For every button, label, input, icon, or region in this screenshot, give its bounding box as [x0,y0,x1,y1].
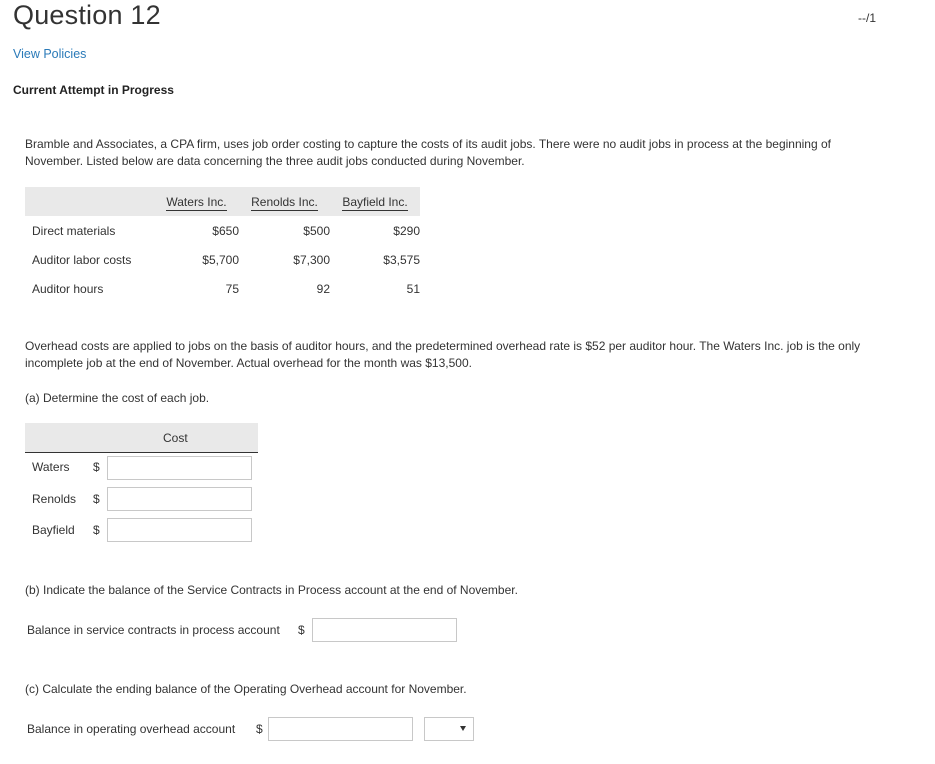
currency-symbol: $ [93,460,100,474]
table-header-waters: Waters Inc. [154,187,239,216]
cell-value: $5,700 [202,252,239,267]
view-policies-link[interactable]: View Policies [13,47,87,61]
problem-intro: Bramble and Associates, a CPA firm, uses job order costing to capture the costs of its audit jobs. There were no audit jobs in process at the beginning of November. Listed below are data concerning the three audit jobs conducted during November. [25,137,831,168]
renolds-cost-input[interactable] [107,487,252,511]
service-contracts-balance-input[interactable] [312,618,457,642]
row-label: Auditor hours [32,281,104,296]
dropdown-caret-icon [460,726,466,731]
score-indicator: --/1 [858,11,876,25]
row-label: Direct materials [32,223,116,238]
table-header-bayfield: Bayfield Inc. [330,187,420,216]
bayfield-cost-input[interactable] [107,518,252,542]
table-header-blank [25,187,154,216]
overhead-text: Overhead costs are applied to jobs on the basis of auditor hours, and the predetermined overhead rate is $52 per auditor hour. The Waters Inc. job is the only incomplete job at the end of November. Actual overhead for the month was $13,500. [25,339,861,370]
operating-overhead-label: Balance in operating overhead account [27,722,236,736]
operating-overhead-balance-input[interactable] [268,717,413,741]
audit-jobs-table [25,187,420,303]
cell-value: 51 [406,281,420,296]
table-row [25,216,420,245]
table-row [25,274,420,303]
cell-value: $650 [212,223,239,238]
cell-value: $7,300 [293,252,330,267]
part-c-prompt: (c) Calculate the ending balance of the Operating Overhead account for November. [25,682,467,696]
cell-value: $3,575 [383,252,420,267]
service-contracts-label: Balance in service contracts in process account [27,623,280,637]
part-a-prompt: (a) Determine the cost of each job. [25,391,210,405]
cost-column-header [25,423,258,453]
table-row [25,245,420,274]
attempt-status: Current Attempt in Progress [13,83,174,97]
part-b-prompt: (b) Indicate the balance of the Service Contracts in Process account at the end of November. [25,583,518,597]
cost-header-label: Cost [163,431,188,445]
table-header-renolds: Renolds Inc. [239,187,330,216]
currency-symbol: $ [93,492,100,506]
question-title: Question 12 [13,0,161,30]
currency-symbol: $ [298,623,305,637]
bayfield-label: Bayfield [32,523,75,537]
renolds-label: Renolds [32,492,77,506]
cell-value: $290 [393,223,420,238]
waters-label: Waters [32,460,70,474]
cell-value: 75 [225,281,239,296]
cell-value: $500 [303,223,330,238]
currency-symbol: $ [256,722,263,736]
table-header-row [25,187,420,216]
cell-value: 92 [316,281,330,296]
over-under-applied-select[interactable] [424,717,474,741]
row-label: Auditor labor costs [32,252,132,267]
waters-cost-input[interactable] [107,456,252,480]
currency-symbol: $ [93,523,100,537]
